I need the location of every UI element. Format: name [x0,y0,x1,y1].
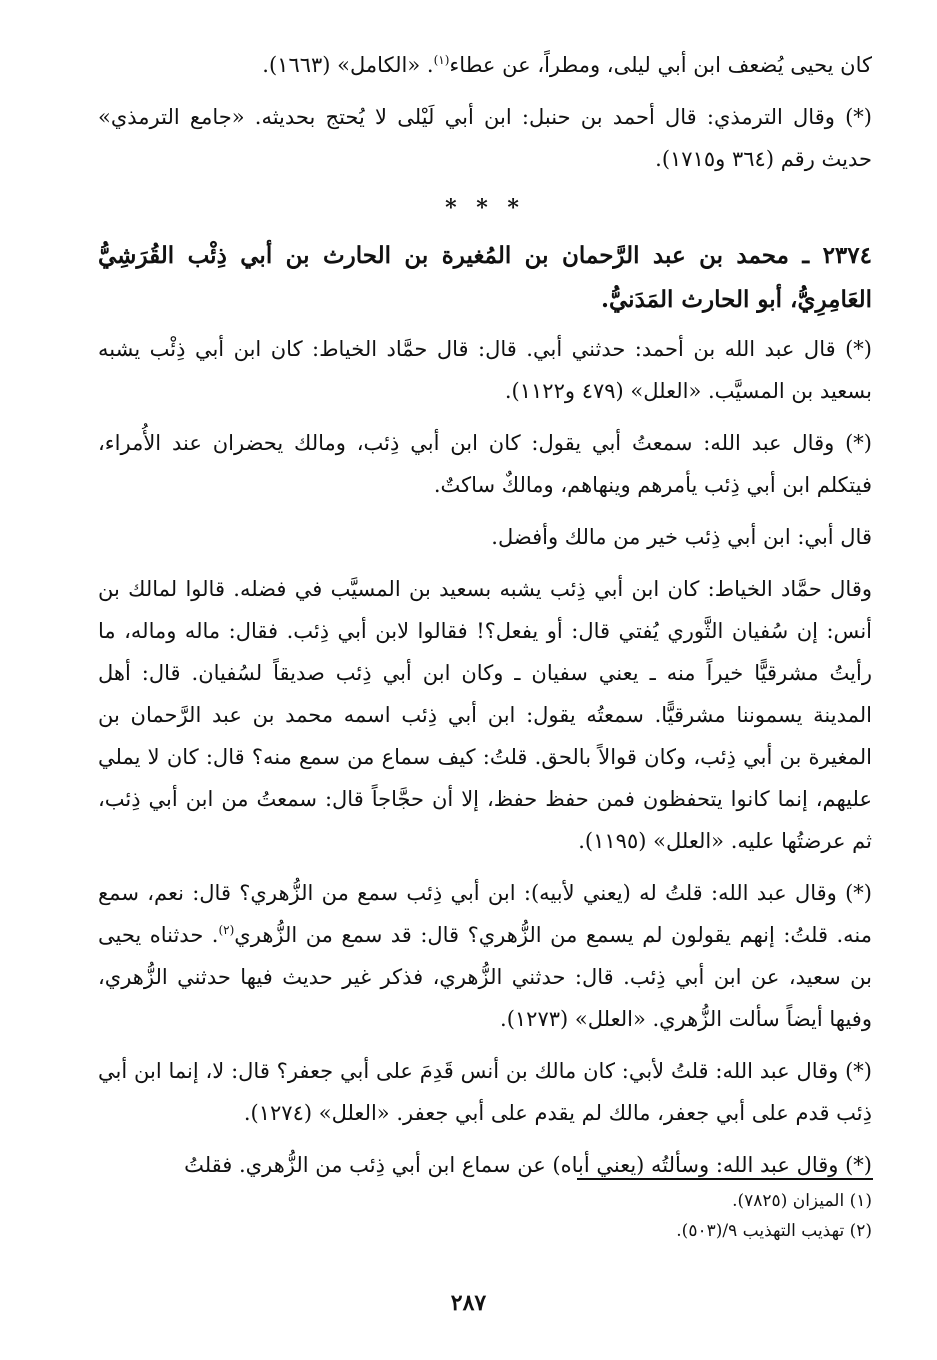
paragraph-4: (*) وقال عبد الله: سمعتُ أبي يقول: كان ابن أبي ذِئب، ومالك يحضران عند الأُمراء، فيتكلم ابن أبي ذِئب يأمرهم وينهاهم، ومالكٌ ساكتٌ. [98,431,872,497]
paragraph-3: (*) قال عبد الله بن أحمد: حدثني أبي. قال: قال حمَّاد الخياط: كان ابن أبي ذِئْب يشبه بسعيد بن المسيَّب. «العلل» (٤٧٩ و١١٢٢). [98,337,872,403]
paragraph-7-text-a: (*) وقال عبد الله: قلتُ له (يعني لأبيه): ابن أبي ذِئب سمع من الزُّهري؟ قال: نعم، سمع منه. قلتُ: إنهم يقولون لم يسمع من الزُّهري؟ قال: قد سمع من الزُّهري [98,881,872,947]
paragraph-1-text: كان يحيى يُضعف ابن أبي ليلى، ومطراً، عن عطاء [449,53,872,77]
footnote-2: (٢) تهذيب التهذيب ٩/(٥٠٣). [676,1221,872,1241]
entry-title: ٢٣٧٤ ـ محمد بن عبد الرَّحمان بن المُغيرة بن الحارث بن أبي ذِئْب القُرَشِيُّ العَامِرِيُّ، أبو الحارث المَدَنيُّ. [98,242,872,313]
footnote-divider [577,1178,873,1180]
page-body [98,40,872,1186]
paragraph-2: (*) وقال الترمذي: قال أحمد بن حنبل: ابن أبي لَيْلى لا يُحتج بحديثه. «جامع الترمذي» حديث رقم (٣٦٤ و١٧١٥). [98,105,872,171]
section-separator: * * * [445,195,525,221]
footnote-ref-1[interactable]: (١) [433,53,450,67]
footnotes [500,1186,872,1246]
footnote-1: (١) الميزان (٧٨٢٥). [732,1191,872,1211]
paragraph-1-end: . «الكامل» (١٦٦٣). [262,53,434,77]
paragraph-7-text-b: . حدثناه يحيى بن سعيد، عن ابن أبي ذِئب. قال: حدثني الزُّهري، فذكر غير حديث فيها حدثني الزُّهري، وفيها أيضاً سألت الزُّهري. «العلل» (١٢٧٣). [98,923,872,1031]
paragraph-6: وقال حمَّاد الخياط: كان ابن أبي ذِئب يشبه بسعيد بن المسيَّب في فضله. قالوا لمالك بن أنس: إن سُفيان الثَّوري يُفتي قال: أو يفعل؟! فقالوا لابن أبي ذِئب. فقال: ماله وماله، ما رأيتُ مشرقيًّا خيراً منه ـ يعني سفيان ـ وكان ابن أبي ذِئب صديقاً لسُفيان. قال: أهل المدينة يسموننا مشرقيًّا. سمعتُه يقول: ابن أبي ذِئب اسمه محمد بن عبد الرَّحمان بن المغيرة بن أبي ذِئب، وكان قوالاً بالحق. قلتُ: كيف سماع من سمع منه؟ قال: كان لا يملي عليهم، إنما كانوا يتحفظون فمن حفظ حفظ، إلا أن حجَّاجاً قال: سمعتُ من ابن أبي ذِئب، ثم عرضتُها عليه. «العلل» (١١٩٥). [98,577,872,853]
paragraph-1 [98,44,872,86]
footnote-ref-2[interactable]: (٢) [218,923,235,937]
paragraph-9: (*) وقال عبد الله: وسألتُه (يعني أباه) عن سماع ابن أبي ذِئب من الزُّهري. فقلتُ [184,1153,872,1177]
page-number: ٢٨٧ [450,1290,487,1316]
paragraph-8: (*) وقال عبد الله: قلتُ لأبي: كان مالك بن أنس قَدِمَ على أبي جعفر؟ قال: لا، إنما ابن أبي ذِئب قدم على أبي جعفر، مالك لم يقدم على أبي جعفر. «العلل» (١٢٧٤). [98,1059,872,1125]
paragraph-5: قال أبي: ابن أبي ذِئب خير من مالك وأفضل. [491,525,872,549]
paragraph-7 [98,872,872,1040]
